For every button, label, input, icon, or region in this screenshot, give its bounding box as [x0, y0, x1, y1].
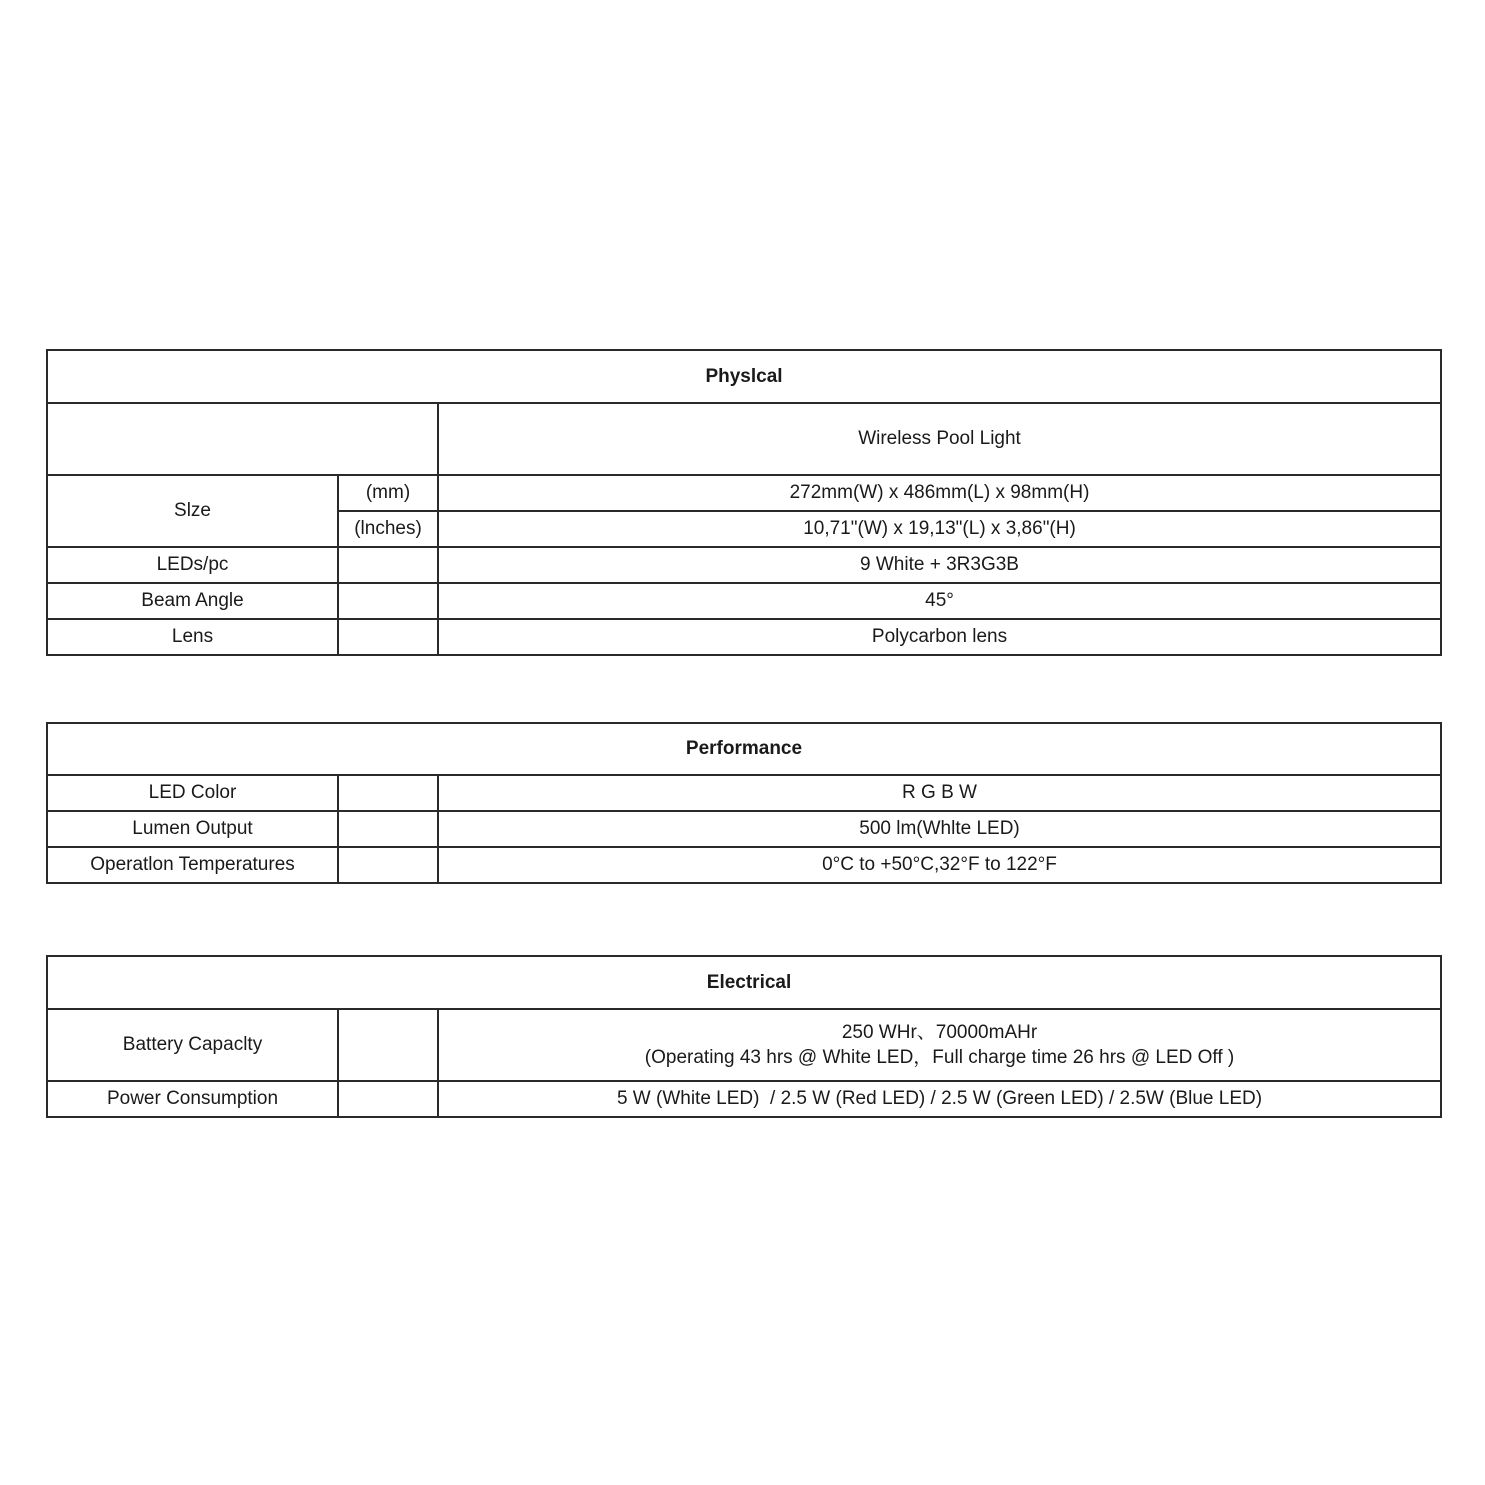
section-title-electrical: Electrical	[47, 956, 1441, 1009]
lens-label: Lens	[47, 619, 338, 655]
power-consumption-value: 5 W (White LED) / 2.5 W (Red LED) / 2.5 W (Green LED) / 2.5W (Blue LED)	[438, 1081, 1441, 1117]
operation-temp-unit	[338, 847, 438, 883]
size-value-inches: 10,71"(W) x 19,13"(L) x 3,86"(H)	[438, 511, 1441, 547]
battery-capacity-unit	[338, 1009, 438, 1081]
lens-unit	[338, 619, 438, 655]
led-color-label: LED Color	[47, 775, 338, 811]
section-title-performance: Performance	[47, 723, 1441, 775]
electrical-spec-table	[46, 955, 1442, 1118]
beam-angle-unit	[338, 583, 438, 619]
battery-capacity-label: Battery Capaclty	[47, 1009, 338, 1081]
lumen-output-unit	[338, 811, 438, 847]
product-name: Wireless Pool Light	[438, 403, 1441, 475]
operation-temp-value: 0°C to +50°C,32°F to 122°F	[438, 847, 1441, 883]
size-value-mm: 272mm(W) x 486mm(L) x 98mm(H)	[438, 475, 1441, 511]
leds-unit	[338, 547, 438, 583]
lumen-output-value: 500 lm(Whlte LED)	[438, 811, 1441, 847]
physical-spec-table	[46, 349, 1442, 656]
size-label: Slze	[47, 475, 338, 547]
size-unit-inches: (lnches)	[338, 511, 438, 547]
beam-angle-value: 45°	[438, 583, 1441, 619]
battery-capacity-line2: (Operating 43 hrs @ White LED，Full charge time 26 hrs @ LED Off )	[644, 1046, 1235, 1068]
led-color-unit	[338, 775, 438, 811]
performance-spec-table	[46, 722, 1442, 884]
battery-capacity-value	[438, 1009, 1441, 1081]
led-color-value: R G B W	[438, 775, 1441, 811]
power-consumption-label: Power Consumption	[47, 1081, 338, 1117]
section-title-physical: Physlcal	[47, 350, 1441, 403]
power-consumption-unit	[338, 1081, 438, 1117]
battery-capacity-line1: 250 WHr、70000mAHr	[841, 1021, 1038, 1043]
lumen-output-label: Lumen Output	[47, 811, 338, 847]
leds-value: 9 White + 3R3G3B	[438, 547, 1441, 583]
empty-header-cell	[47, 403, 438, 475]
leds-label: LEDs/pc	[47, 547, 338, 583]
size-unit-mm: (mm)	[338, 475, 438, 511]
lens-value: Polycarbon lens	[438, 619, 1441, 655]
beam-angle-label: Beam Angle	[47, 583, 338, 619]
operation-temp-label: Operatlon Temperatures	[47, 847, 338, 883]
